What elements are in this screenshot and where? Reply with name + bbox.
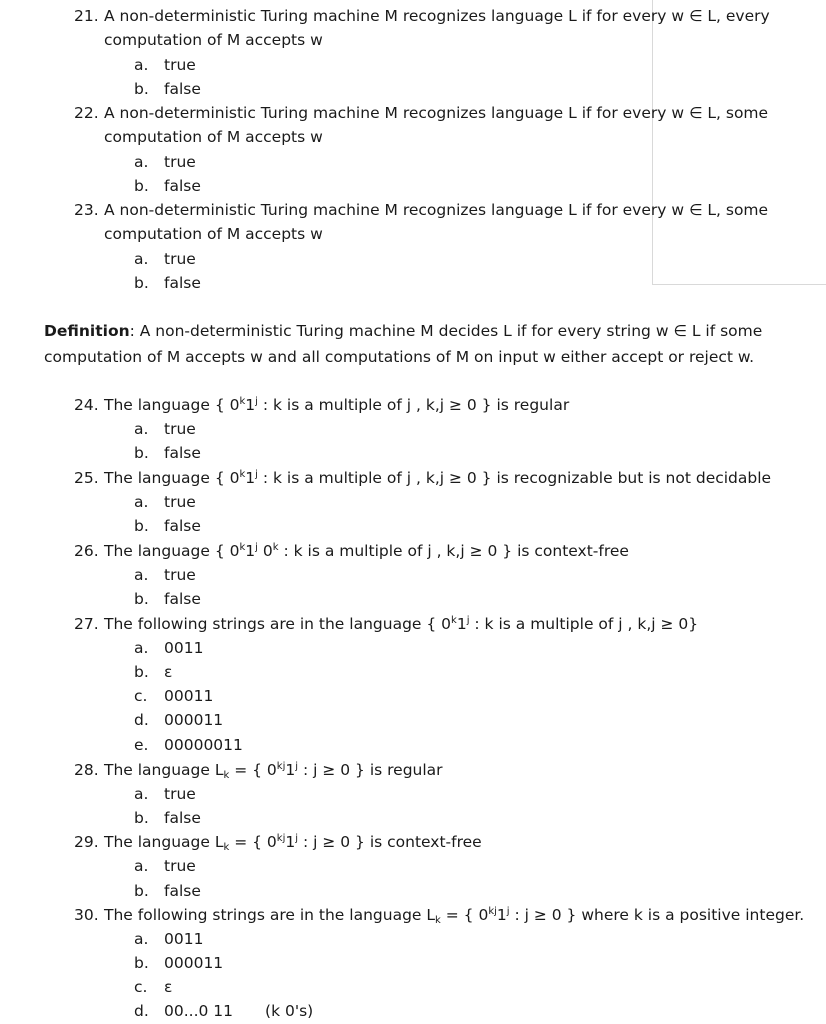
q22-option-a: a. true bbox=[134, 153, 196, 171]
q26-option-b: b. false bbox=[134, 590, 201, 608]
question-22: 22. A non-deterministic Turing machine M recognizes language L if for every w ∈ L, some computation of M accepts w bbox=[74, 104, 769, 146]
question-30: 30. The following strings are in the language $L_k$ = { $0^{kj}1^j$ : j ≥ 0 } where k is a positive integer. bbox=[74, 906, 805, 926]
question-24: 24. The language { 0$^k$1$^j$ : k is a multiple of j , k,j ≥ 0 } is regular bbox=[74, 396, 570, 414]
q22-option-b: b. false bbox=[134, 177, 201, 195]
q30-option-b: b. 000011 bbox=[134, 954, 224, 972]
definition-label: Definition bbox=[44, 322, 130, 340]
question-29: 29. The language $L_k$ = { $0^{kj}1^j$ : j ≥ 0 } is context-free bbox=[74, 833, 482, 853]
q25-option-a: a. true bbox=[134, 493, 196, 511]
q27-option-c: c. 00011 bbox=[134, 687, 214, 705]
q28-option-b: b. false bbox=[134, 809, 201, 827]
q26-option-a: a. true bbox=[134, 566, 196, 584]
q23-option-b: b. false bbox=[134, 274, 201, 292]
q25-option-b: b. false bbox=[134, 517, 201, 535]
q21-option-a: a. true bbox=[134, 56, 196, 74]
q29-option-b: b. false bbox=[134, 882, 201, 900]
q28-option-a: a. true bbox=[134, 785, 196, 803]
question-28: 28. The language $L_k$ = { $0^{kj}1^j$ : j ≥ 0 } is regular bbox=[74, 761, 443, 781]
q30-option-c: c. ε bbox=[134, 978, 173, 996]
q27-option-d: d. 000011 bbox=[134, 711, 224, 729]
q27-option-a: a. 0011 bbox=[134, 639, 204, 657]
q27-option-e: e. 00000011 bbox=[134, 736, 243, 754]
q23-option-a: a. true bbox=[134, 250, 196, 268]
q21-option-b: b. false bbox=[134, 80, 201, 98]
q29-option-a: a. true bbox=[134, 857, 196, 875]
q27-option-b: b. ε bbox=[134, 663, 173, 681]
q30-option-a: a. 0011 bbox=[134, 930, 204, 948]
q30-option-d: d. 00...0 11 (k 0's) bbox=[134, 1002, 314, 1020]
question-26: 26. The language { 0$^k$1$^j$ 0$^k$ : k is a multiple of j , k,j ≥ 0 } is context-free bbox=[74, 542, 629, 560]
question-25: 25. The language { 0$^k$1$^j$ : k is a multiple of j , k,j ≥ 0 } is recognizable but is not decidable bbox=[74, 469, 772, 487]
q24-option-b: b. false bbox=[134, 444, 201, 462]
q24-option-a: a. true bbox=[134, 420, 196, 438]
definition-paragraph: Definition: A non-deterministic Turing machine M decides L if for every string w ∈ L if some computation of M accepts w and all computations of M on input w either accept or reject w. bbox=[44, 322, 763, 366]
question-21: 21. A non-deterministic Turing machine M recognizes language L if for every w ∈ L, every computation of M accepts w bbox=[74, 7, 770, 49]
q30-option-d-note: (k 0's) bbox=[265, 1002, 314, 1020]
question-23: 23. A non-deterministic Turing machine M recognizes language L if for every w ∈ L, some computation of M accepts w bbox=[74, 201, 769, 243]
question-27: 27. The following strings are in the language { 0$^k$1$^j$ : k is a multiple of j , k,j ≥ 0} bbox=[74, 615, 699, 633]
